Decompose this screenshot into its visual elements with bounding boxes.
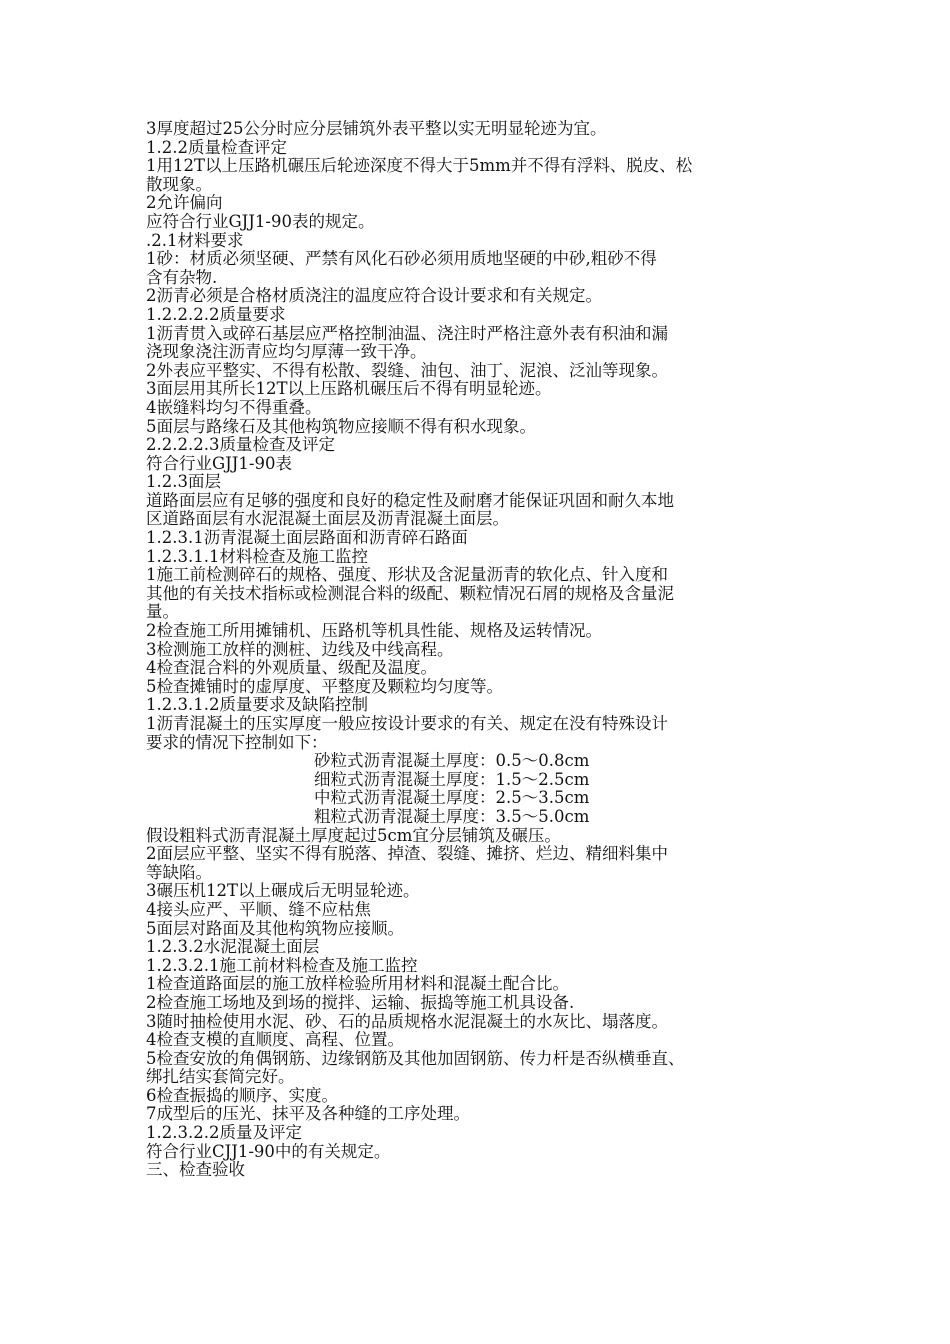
text-line: 3碾压机12T以上碾成后无明显轮迹。	[146, 881, 420, 901]
section-heading: 1.2.3.2.1施工前材料检查及施工监控	[146, 955, 418, 975]
text-line: 2检查施工场地及到场的搅拌、运输、振捣等施工机具设备.	[146, 992, 575, 1012]
text-line: 2面层应平整、坚实不得有脱落、掉渣、裂缝、摊挤、烂边、精细料集中	[146, 844, 668, 864]
text-line: 5面层与路缘石及其他构筑物应接顺不得有积水现象。	[146, 416, 536, 436]
section-heading: 1.2.2.2.2质量要求	[146, 304, 286, 324]
section-heading: 1.2.3.1沥青混凝土面层路面和沥青碎石路面	[146, 528, 468, 548]
text-line: 1施工前检测碎石的规格、强度、形状及含泥量沥青的软化点、针入度和	[146, 565, 668, 585]
thickness-spec-item: 粗粒式沥青混凝土厚度：3.5～5.0cm	[314, 806, 590, 826]
text-line: 绑扎结实套简完好。	[146, 1067, 295, 1087]
text-line: 道路面层应有足够的强度和良好的稳定性及耐磨才能保证巩固和耐久本地	[146, 490, 674, 510]
text-line: 等缺陷。	[146, 862, 212, 882]
document-body	[146, 120, 846, 1180]
text-line: 1砂：材质必须坚硬、严禁有风化石砂必须用质地坚硬的中砂,粗砂不得	[146, 249, 657, 269]
text-line: 2外表应平整实、不得有松散、裂缝、油包、油丁、泥浪、泛汕等现象。	[146, 360, 668, 380]
section-heading: 1.2.3.2水泥混凝土面层	[146, 937, 320, 957]
thickness-spec-item: 中粒式沥青混凝土厚度：2.5～3.5cm	[314, 788, 590, 808]
text-line: 量。	[146, 602, 179, 622]
text-line: 含有杂物.	[146, 267, 218, 287]
section-heading: 1.2.3面层	[146, 472, 221, 492]
thickness-spec-item: 细粒式沥青混凝土厚度：1.5～2.5cm	[314, 769, 590, 789]
text-line: 6检查振捣的顺序、实度。	[146, 1085, 338, 1105]
text-block-main	[146, 120, 846, 752]
section-heading: 2.2.2.2.3质量检查及评定	[146, 435, 335, 455]
text-line: 应符合行业GJJ1-90表的规定。	[146, 211, 375, 231]
text-line: 5检查摊铺时的虚厚度、平整度及颗粒均匀度等。	[146, 676, 503, 696]
text-line: 4嵌缝料均匀不得重叠。	[146, 397, 322, 417]
thickness-spec-item: 砂粒式沥青混凝土厚度：0.5～0.8cm	[314, 751, 590, 771]
section-heading: .2.1材料要求	[146, 230, 244, 250]
text-line: 3随时抽检使用水泥、砂、石的品质规格水泥混凝土的水灰比、塌落度。	[146, 1011, 668, 1031]
section-heading: 1.2.3.1.2质量要求及缺陷控制	[146, 695, 368, 715]
text-line: 2允许偏向	[146, 193, 223, 213]
text-line: 散现象。	[146, 174, 212, 194]
text-line: 3厚度超过25公分时应分层铺筑外表平整以实无明显轮迹为宜。	[146, 119, 607, 138]
text-line: 1沥青混凝土的压实厚度一般应按设计要求的有关、规定在没有特殊设计	[146, 714, 668, 733]
text-line: 5面层对路面及其他构筑物应接顺。	[146, 918, 404, 938]
chapter-heading: 三、检查验收	[146, 1160, 245, 1180]
text-line: 5检查安放的角偶钢筋、边缘钢筋及其他加固钢筋、传力杆是否纵横垂直、	[146, 1048, 685, 1068]
text-line: 2检查施工所用摊铺机、压路机等机具性能、规格及运转情况。	[146, 621, 602, 641]
text-line: 浇现象浇注沥青应均匀厚薄一致干净。	[146, 342, 427, 362]
text-line: 符合行业CJJ1-90中的有关规定。	[146, 1141, 391, 1161]
thickness-spec-list	[146, 752, 846, 826]
text-line: 1用12T以上压路机碾压后轮迹深度不得大于5mm并不得有浮料、脱皮、松	[146, 156, 693, 176]
text-line: 2沥青必须是合格材质浇注的温度应符合设计要求和有关规定。	[146, 286, 602, 306]
text-line: 要求的情况下控制如下：	[146, 732, 328, 752]
section-heading: 1.2.2质量检查评定	[146, 137, 287, 157]
text-line: 假设粗料式沥青混凝土厚度起过5cm宜分层铺筑及碾压。	[146, 825, 561, 845]
text-line: 3检测施工放样的测桩、边线及中线高程。	[146, 639, 454, 659]
text-line: 符合行业GJJ1-90表	[146, 453, 292, 473]
section-heading: 1.2.3.1.1材料检查及施工监控	[146, 546, 368, 566]
text-line: 其他的有关技术指标或检测混合料的级配、颗粒情况石屑的规格及含量泥	[146, 583, 674, 603]
text-block-after	[146, 827, 846, 1180]
section-heading: 1.2.3.2.2质量及评定	[146, 1123, 302, 1143]
text-line: 7成型后的压光、抹平及各种缝的工序处理。	[146, 1104, 470, 1124]
text-line: 1沥青贯入或碎石基层应严格控制油温、浇注时严格注意外表有积油和漏	[146, 323, 668, 343]
text-line: 4检查支模的直顺度、高程、位置。	[146, 1030, 404, 1050]
text-line: 4检查混合料的外观质量、级配及温度。	[146, 658, 437, 678]
text-line: 区道路面层有水泥混凝土面层及沥青混凝土面层。	[146, 509, 509, 529]
text-line: 4接头应严、平顺、缝不应枯焦	[146, 899, 371, 919]
text-line: 1检查道路面层的施工放样检验所用材料和混凝土配合比。	[146, 974, 569, 994]
text-line: 3面层用其所长12T以上压路机碾压后不得有明显轮迹。	[146, 379, 552, 399]
